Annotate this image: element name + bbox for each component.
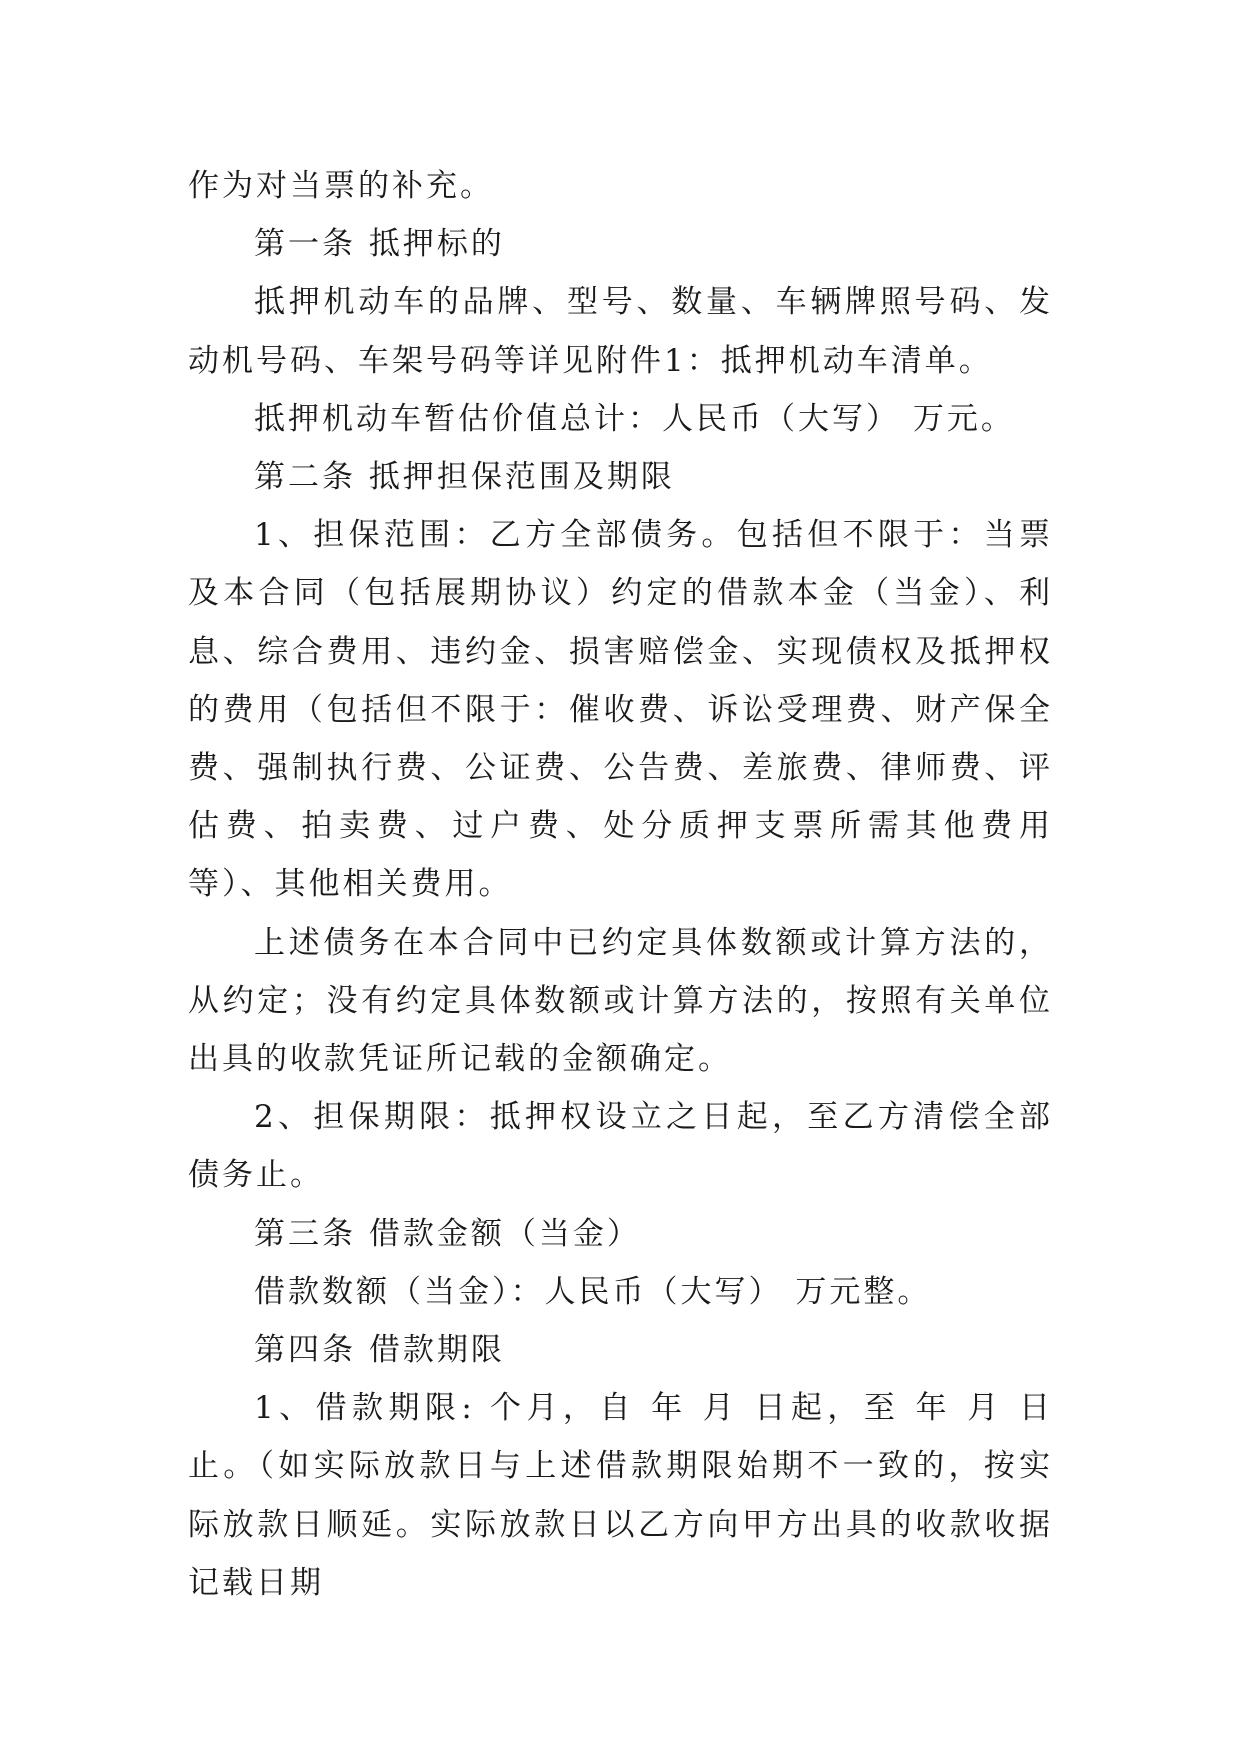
paragraph: 抵押机动车暂估价值总计：人民币（大写） 万元。 <box>254 400 1015 437</box>
paragraph: 2、担保期限：抵押权设立之日起，至乙方清偿全部债务止。 <box>188 1099 1053 1194</box>
paragraph: 抵押机动车的品牌、型号、数量、车辆牌照号码、发动机号码、车架号码等详见附件1：抵押机动车清单。 <box>188 284 1053 379</box>
article-3-heading: 第三条 借款金额（当金） <box>254 1215 641 1252</box>
article-1-heading: 第一条 抵押标的 <box>254 226 505 263</box>
article-4-heading: 第四条 借款期限 <box>254 1332 505 1369</box>
document-body <box>188 157 1053 1612</box>
paragraph-continuation: 作为对当票的补充。 <box>188 168 494 204</box>
paragraph: 1、担保范围：乙方全部债务。包括但不限于：当票及本合同（包括展期协议）约定的借款本金（当金）、利息、综合费用、违约金、损害赔偿金、实现债权及抵押权的费用（包括但不限于：催收费、诉讼受理费、财产保全费、强制执行费、公证费、公告费、差旅费、律师费、评估费、拍卖费、过户费、处分质押支票所需其他费用等）、其他相关费用。 <box>188 517 1053 903</box>
article-2-heading: 第二条 抵押担保范围及期限 <box>254 459 675 496</box>
paragraph: 上述债务在本合同中已约定具体数额或计算方法的，从约定；没有约定具体数额或计算方法的，按照有关单位出具的收款凭证所记载的金额确定。 <box>188 924 1053 1078</box>
paragraph: 1、借款期限: 个月，自 年 月 日起，至 年 月 日止。（如实际放款日与上述借款期限始期不一致的，按实际放款日顺延。实际放款日以乙方向甲方出具的收款收据记载日期 <box>188 1390 1053 1601</box>
paragraph: 借款数额（当金）：人民币（大写） 万元整。 <box>254 1273 932 1310</box>
